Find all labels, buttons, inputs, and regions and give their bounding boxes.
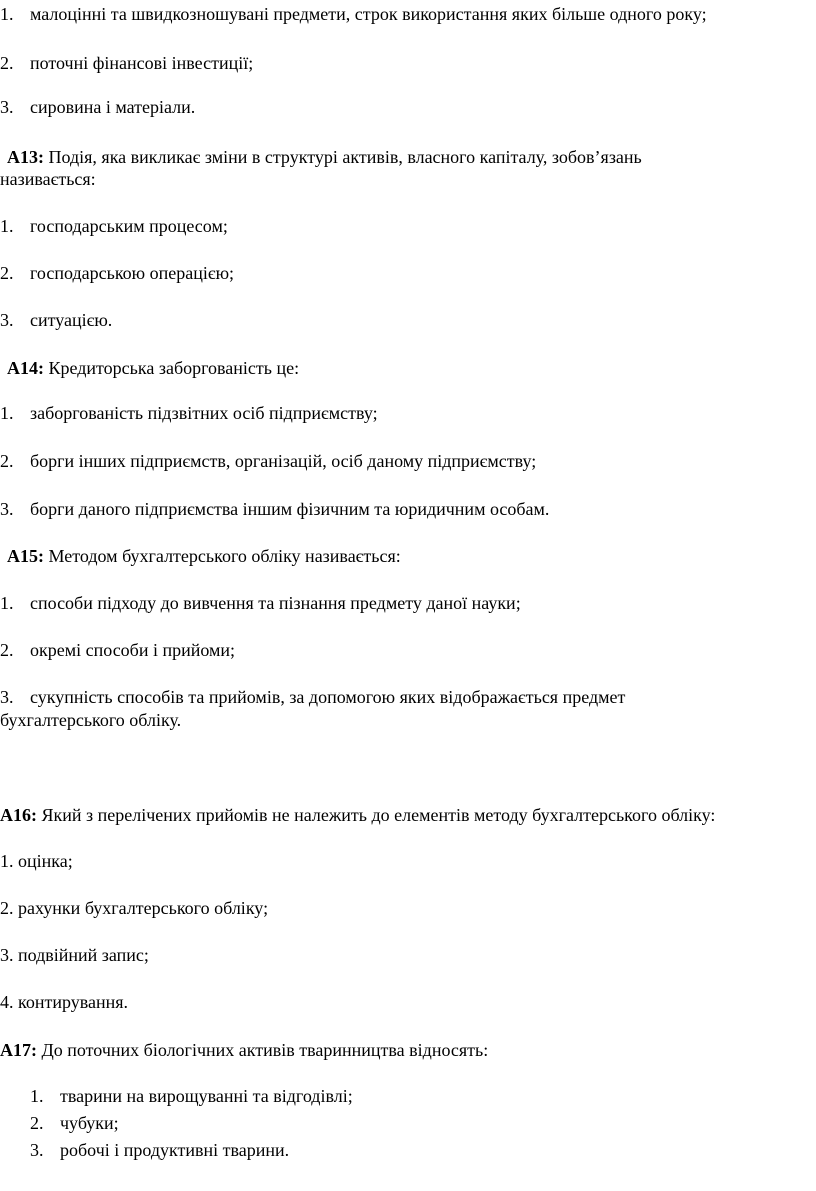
question-id: А13:	[7, 147, 44, 167]
list-item	[0, 262, 234, 284]
item-text: рахунки бухгалтерського обліку;	[18, 898, 269, 918]
item-number: 3.	[0, 687, 14, 707]
item-number: 3.	[0, 97, 14, 117]
item-text: малоцінні та швидкозношувані предмети, строк використання яких більше одного року;	[30, 4, 707, 24]
item-text: робочі і продуктивні тварини.	[60, 1140, 290, 1160]
item-number: 2.	[0, 898, 14, 918]
list-item	[0, 402, 378, 424]
item-number: 3.	[30, 1140, 44, 1160]
question-a16	[0, 804, 715, 826]
item-text: ситуацією.	[30, 310, 113, 330]
item-text: господарською операцією;	[30, 263, 235, 283]
list-item	[30, 1085, 353, 1107]
list-item	[0, 215, 228, 237]
item-text: чубуки;	[60, 1113, 119, 1133]
item-number: 3.	[0, 499, 14, 519]
item-text: подвійний запис;	[18, 945, 149, 965]
item-text: борги інших підприємств, організацій, осіб даному підприємству;	[30, 451, 537, 471]
list-item	[0, 850, 73, 872]
question-text: Який з перелічених прийомів не належить до елементів методу бухгалтерського обліку:	[41, 805, 716, 825]
list-item	[0, 450, 536, 472]
question-id: А14:	[7, 358, 44, 378]
item-number: 1.	[0, 593, 14, 613]
question-text-continued: називається:	[0, 169, 96, 189]
item-text: сукупність способів та прийомів, за допомогою яких відображається предмет	[30, 687, 626, 707]
item-number: 2.	[0, 263, 14, 283]
question-id: А16:	[0, 805, 37, 825]
item-number: 2.	[0, 451, 14, 471]
item-text: борги даного підприємства іншим фізичним та юридичним особам.	[30, 499, 550, 519]
item-text: контирування.	[18, 992, 129, 1012]
list-item	[0, 592, 521, 614]
question-id: А17:	[0, 1040, 37, 1060]
item-text: способи підходу до вивчення та пізнання предмету даної науки;	[30, 593, 521, 613]
item-number: 4.	[0, 992, 14, 1012]
item-text: оцінка;	[18, 851, 73, 871]
list-item	[0, 944, 149, 966]
item-number: 1.	[0, 851, 14, 871]
question-text: До поточних біологічних активів тваринництва відносять:	[41, 1040, 489, 1060]
item-number: 1.	[0, 4, 14, 24]
item-number: 3.	[0, 945, 14, 965]
item-text: сировина і матеріали.	[30, 97, 196, 117]
list-item	[0, 52, 253, 74]
item-number: 2.	[0, 640, 14, 660]
question-text: Кредиторська заборгованість це:	[48, 358, 300, 378]
item-number: 3.	[0, 310, 14, 330]
item-text: окремі способи і прийоми;	[30, 640, 236, 660]
list-item	[0, 686, 625, 708]
question-a14	[7, 357, 299, 379]
item-number: 2.	[30, 1113, 44, 1133]
question-id: А15:	[7, 546, 44, 566]
item-number: 1.	[30, 1086, 44, 1106]
question-text: Методом бухгалтерського обліку називається:	[48, 546, 401, 566]
list-item	[0, 991, 128, 1013]
item-text-continued: бухгалтерського обліку.	[0, 710, 182, 730]
item-number: 2.	[0, 53, 14, 73]
item-text: поточні фінансові інвестиції;	[30, 53, 254, 73]
question-a17	[0, 1039, 488, 1061]
list-item	[0, 3, 707, 25]
list-item	[0, 897, 268, 919]
question-text: Подія, яка викликає зміни в структурі активів, власного капіталу, зобов’язань	[48, 147, 642, 167]
list-item	[30, 1112, 119, 1134]
list-item	[0, 96, 195, 118]
list-item	[0, 309, 112, 331]
item-text: господарським процесом;	[30, 216, 228, 236]
item-number: 1.	[0, 403, 14, 423]
question-a13	[7, 146, 642, 168]
question-a15	[7, 545, 401, 567]
item-number: 1.	[0, 216, 14, 236]
list-item	[30, 1139, 289, 1161]
item-text: тварини на вирощуванні та відгодівлі;	[60, 1086, 353, 1106]
list-item	[0, 498, 549, 520]
item-text: заборгованість підзвітних осіб підприємству;	[30, 403, 378, 423]
list-item	[0, 639, 235, 661]
